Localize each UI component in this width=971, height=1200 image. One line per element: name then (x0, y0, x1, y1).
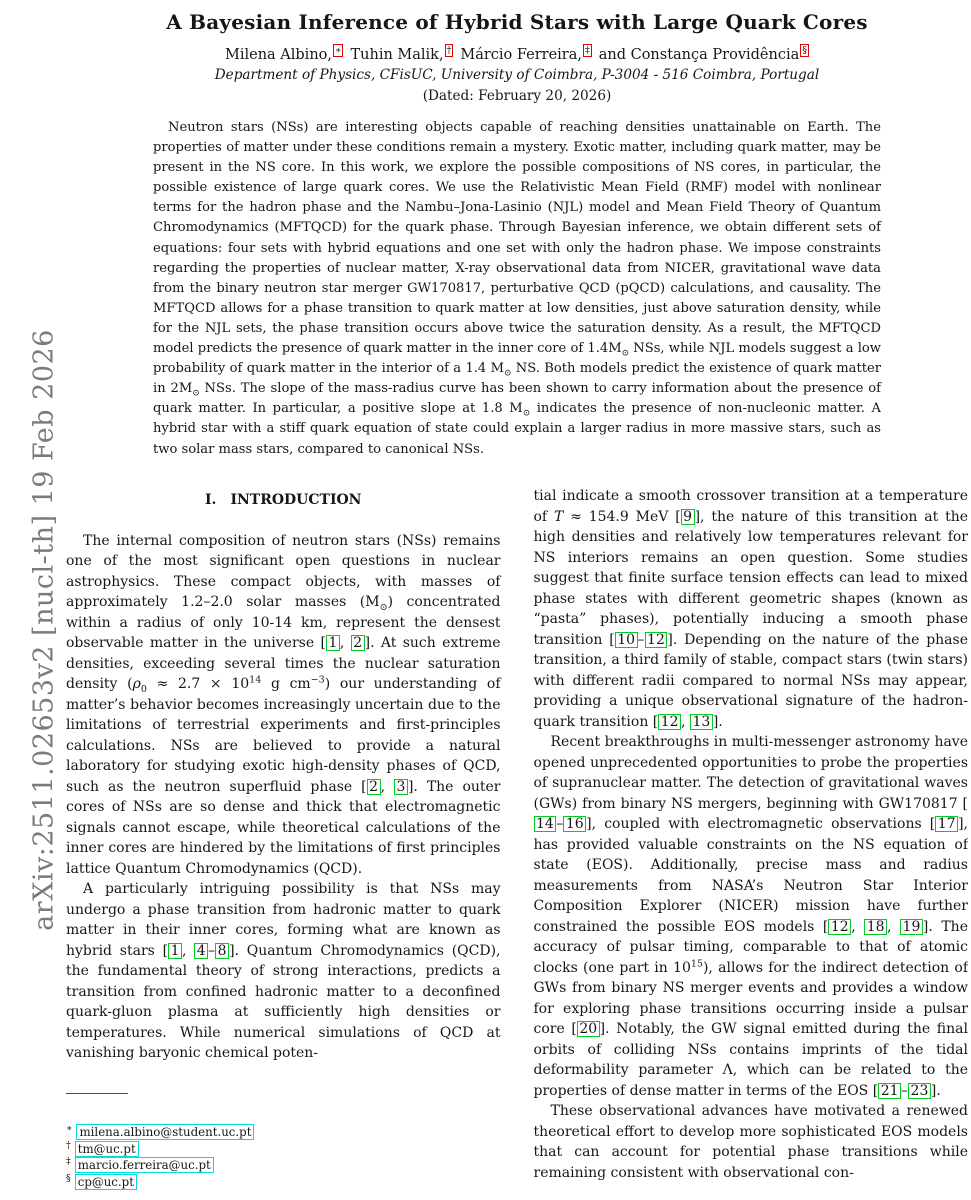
citation-link[interactable]: 14 (534, 816, 557, 832)
right-column (534, 486, 969, 1196)
citation-link[interactable]: 2 (351, 635, 365, 651)
section-number: I. (205, 492, 217, 508)
paragraph-intro-3: tial indicate a smooth crossover transition at a temperature of T ≈ 154.9 MeV [ 9 ], the nature of this transition at the high densities and relatively low temperatures relevant for NS interiors remains an open question. Some studies suggest that finite surface tension effects can lead to mixed phase states with different geometric shapes (known as “pasta” phases), potentially inducing a smooth phase transition [ 10 – 12 ]. Depending on the nature of the phase transition, a third family of stable, compact stars (twin stars) with different radii compared to normal NSs may appear, providing a unique observational signature of the hadron-quark transition [ 12 , 13 ]. (533, 488, 968, 730)
footnote-1 (66, 1124, 501, 1140)
superscript: 14 (249, 674, 262, 686)
email-link-2[interactable]: tm@uc.pt (75, 1141, 139, 1157)
paper-content (66, 0, 968, 1189)
author-2 (350, 47, 453, 63)
author-4-name: and Constança Providência (598, 47, 800, 63)
citation-link[interactable]: 8 (215, 943, 229, 959)
citation-link[interactable]: 16 (563, 816, 586, 832)
footnote-2 (66, 1141, 501, 1157)
author-2-name: Tuhin Malik, (350, 47, 444, 63)
author-1-name: Milena Albino, (225, 47, 333, 63)
citation-link[interactable]: 21 (878, 1083, 901, 1099)
math-symbol: T (553, 508, 564, 525)
author-4-footnote-marker[interactable]: § (802, 45, 807, 57)
citation-link[interactable]: 13 (690, 714, 713, 730)
author-4 (599, 47, 809, 63)
citation-link[interactable]: 17 (935, 816, 958, 832)
citation-link[interactable]: 12 (828, 919, 851, 935)
citation-link[interactable]: 23 (908, 1083, 931, 1099)
author-3 (460, 47, 591, 63)
footnote-3-marker: ‡ (66, 1156, 71, 1168)
abstract-paragraph: Neutron stars (NSs) are interesting objects capable of reaching densities unattainable on Earth. The properties of matter under these conditions remain a mystery. Exotic matter, including quark matter, may be present in the NS core. In this work, we explore the possible compositions of NS cores, in particular, the possible existence of large quark cores. We use the Relativistic Mean Field (RMF) model with nonlinear terms for the hadron phase and the Nambu–Jona-Lasinio (NJL) model and Mean Field Theory of Quantum Chromodynamics (MFTQCD) for the quark phase. Through Bayesian inference, we obtain different sets of equations: four sets with hybrid equations and one set with only the hadron phase. We impose constraints regarding the properties of nuclear matter, X-ray observational data from NICER, gravitational wave data from the binary neutron star merger GW170817, perturbative QCD (pQCD) calculations, and causality. The MFTQCD allows for a phase transition to quark matter at low densities, just above saturation density, while for the NJL sets, the phase transition occurs above twice the saturation density. As a result, the MFTQCD model predicts the presence of quark matter in the inner core of $1.4M_⊙$ NSs, while NJL models suggest a low probability of quark matter in the interior of a 1.4 $M_⊙$ NS. Both models predict the existence of quark matter in $2M_⊙$ NSs. The slope of the mass-radius curve has been shown to carry information about the presence of quark matter. In particular, a positive slope at 1.8 $M_⊙$ indicates the presence of non-nucleonic matter. A hybrid star with a stiff quark equation of state could explain a larger radius in more massive stars, such as two solar mass stars, compared to canonical NSs. (153, 120, 881, 457)
citation-link[interactable]: 4 (194, 943, 208, 959)
footnote-1-marker: ∗ (66, 1123, 73, 1135)
section-title: INTRODUCTION (230, 492, 362, 508)
footnote-4-marker: § (66, 1172, 71, 1184)
citation-link[interactable]: 9 (681, 509, 695, 525)
author-1-footnote-marker[interactable]: ∗ (335, 45, 342, 57)
author-1 (225, 47, 343, 63)
citation-link[interactable]: 12 (645, 632, 668, 648)
paragraph-intro-2: A particularly intriguing possibility is that NSs may undergo a phase transition from hadronic matter to quark matter in their inner cores, forming what are known as hybrid stars [ 1 , 4 – 8 ]. Quantum Chromodynamics (QCD), the fundamental theory of strong interactions, predicts a transition from confined hadronic matter to a deconfined quark-gluon plasma at sufficiently high densities or temperatures. While numerical simulations of QCD at vanishing baryonic chemical poten- (66, 881, 501, 1061)
subscript: ⊙ (192, 388, 200, 399)
arxiv-stamp: arXiv:2511.02653v2 [nucl-th] 19 Feb 2026 (28, 329, 60, 931)
paper-title: A Bayesian Inference of Hybrid Stars with Large Quark Cores (166, 10, 868, 34)
subscript: 0 (140, 683, 147, 695)
citation-link[interactable]: 20 (577, 1021, 600, 1037)
paragraph-intro-4: Recent breakthroughs in multi-messenger astronomy have opened unprecedented opportunities to probe the properties of supranuclear matter. The detection of gravitational waves (GWs) from binary NS mergers, beginning with GW170817 [14 – 16 ], coupled with electromagnetic observations [ 17 ], has provided valuable constraints on the NS equation of state (EOS). Additionally, precise mass and radius measurements from NASA’s Neutron Star Interior Composition Explorer (NICER) mission have further constrained the possible EOS models [ 12 , 18 , 19 ]. The accuracy of pulsar timing, comparable to that of atomic clocks (one part in $10^{15}$), allows for the indirect detection of GWs from binary NS merger events and provides a window for exploring phase transitions occurring inside a pulsar core [ 20 ]. Notably, the GW signal emitted during the final orbits of colliding NSs contains imprints of the tidal deformability parameter Λ, which can be related to the properties of dense matter in terms of the EOS [ 21 – 23 ]. (533, 734, 968, 1099)
superscript: −3 (310, 674, 325, 686)
section-heading-introduction (66, 490, 501, 511)
left-column (66, 486, 501, 1196)
citation-link[interactable]: 10 (615, 632, 638, 648)
affiliation-line: Department of Physics, CFisUC, University of Coimbra, P-3004 - 516 Coimbra, Portugal (214, 67, 820, 83)
footnote-block (66, 1093, 501, 1190)
citation-link[interactable]: 1 (326, 635, 340, 651)
footnote-2-marker: † (66, 1139, 71, 1151)
author-2-footnote-marker[interactable]: † (446, 45, 452, 57)
date-line: (Dated: February 20, 2026) (422, 88, 612, 104)
subscript: ⊙ (522, 408, 531, 419)
citation-link[interactable]: 12 (658, 714, 681, 730)
author-3-footnote-marker[interactable]: ‡ (584, 45, 590, 57)
subscript: ⊙ (379, 601, 388, 613)
footnote-4 (66, 1174, 501, 1190)
superscript: 15 (690, 957, 703, 969)
author-3-name: Márcio Ferreira, (460, 47, 582, 63)
email-link-3[interactable]: marcio.ferreira@uc.pt (75, 1157, 214, 1173)
two-column-body (66, 486, 968, 1196)
paragraph-intro-5: These observational advances have motivated a renewed theoretical effort to develop more sophisticated EOS models that can account for potential phase transitions while remaining consistent with observational con- (533, 1103, 968, 1181)
subscript: ⊙ (504, 368, 512, 379)
footnote-3 (66, 1157, 501, 1173)
paragraph-intro-1: The internal composition of neutron stars (NSs) remains one of the most significant open questions in nuclear astrophysics. These compact objects, with masses of approximately 1.2–2.0 solar masses $(M_⊙)$ concentrated within a radius of only 10-14 km, represent the densest observable matter in the universe [ 1 , 2 ]. At such extreme densities, exceeding several times the nuclear saturation density ($\rho_0 \approx 2.7 \times 10^{14}$ g $cm^{-3}$) our understanding of matter’s behavior becomes increasingly uncertain due to the limitations of terrestrial experiments and first-principles calculations. NSs are believed to provide a natural laboratory for studying exotic high-density phases of QCD, such as the neutron superfluid phase [ 2 , 3 ]. The outer cores of NSs are so dense and thick that electromagnetic signals cannot escape, while theoretical calculations of the inner cores are hindered by the limitations of first principles lattice Quantum Chromodynamics (QCD). (66, 532, 501, 877)
math-symbol: ρ (132, 676, 141, 692)
citation-link[interactable]: 2 (367, 779, 381, 795)
email-link-1[interactable]: milena.albino@student.uc.pt (76, 1124, 254, 1140)
author-line (66, 47, 968, 63)
subscript: ⊙ (621, 348, 630, 359)
email-link-4[interactable]: cp@uc.pt (75, 1174, 137, 1190)
citation-link[interactable]: 3 (394, 779, 408, 795)
footnote-rule (66, 1093, 128, 1094)
citation-link[interactable]: 19 (900, 919, 923, 935)
citation-link[interactable]: 1 (168, 943, 182, 959)
citation-link[interactable]: 18 (864, 919, 887, 935)
